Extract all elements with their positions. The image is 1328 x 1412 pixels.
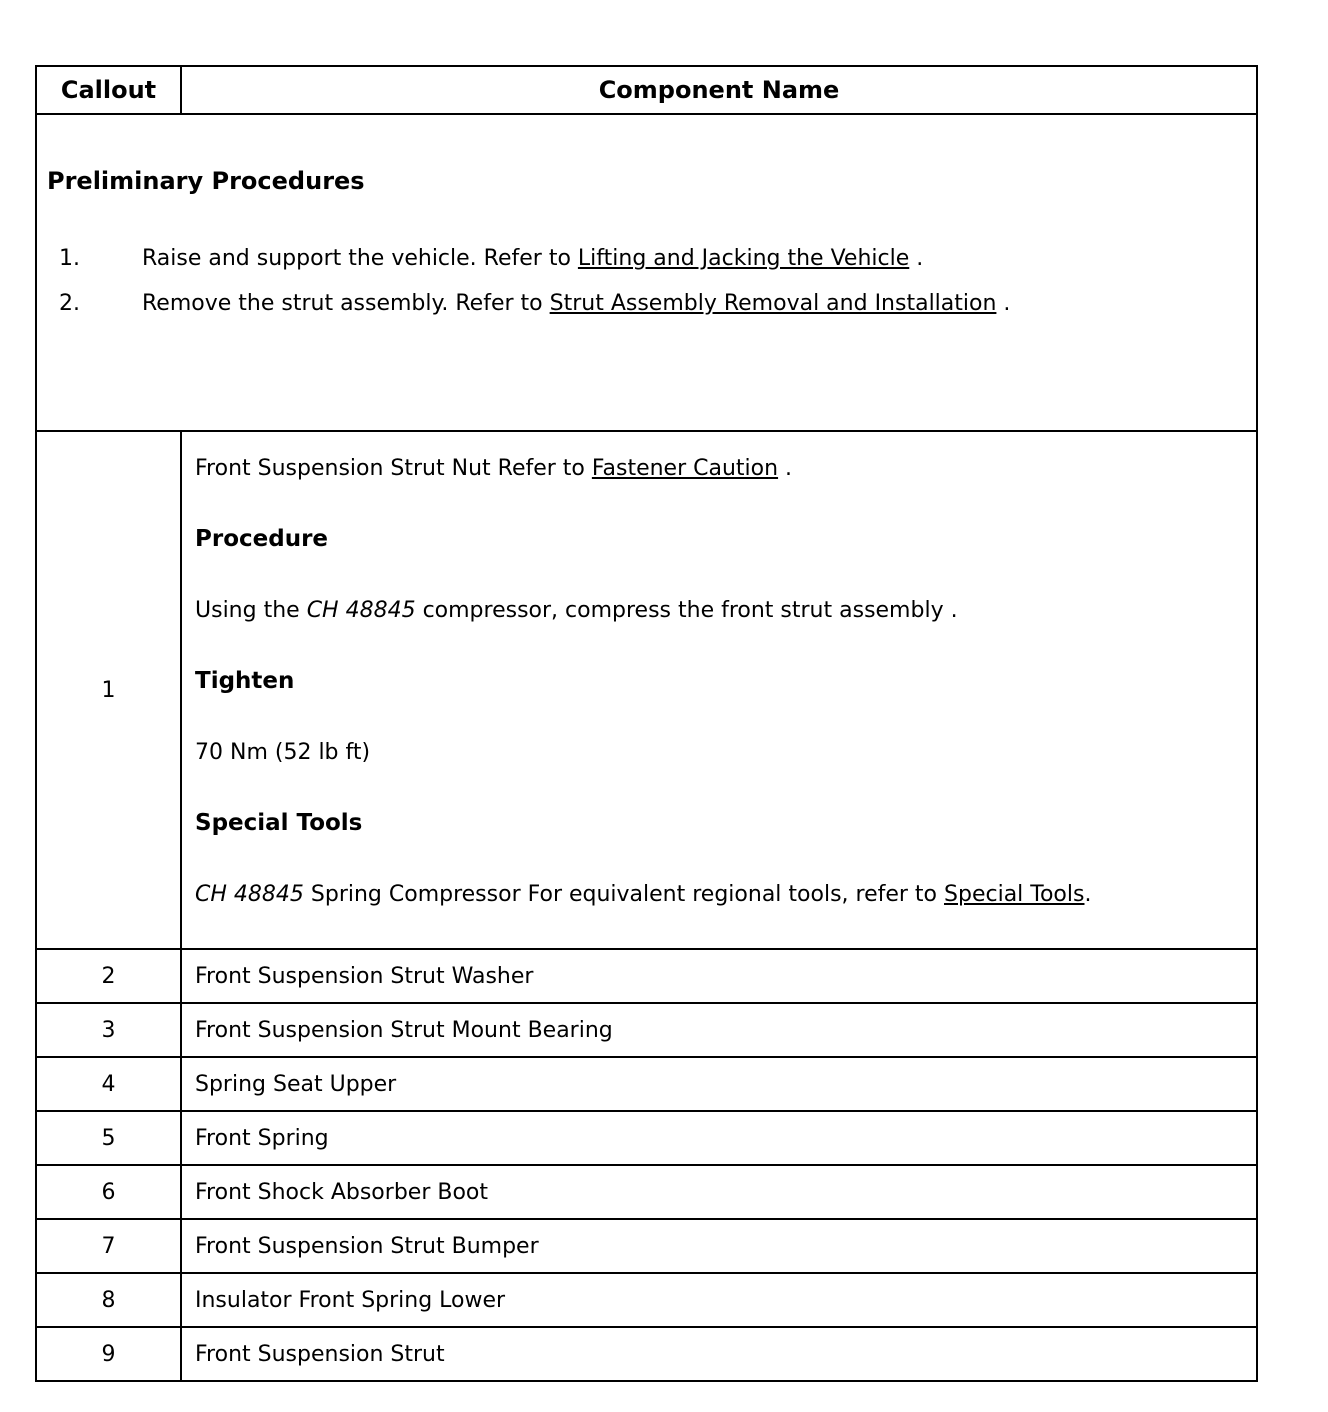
table-row	[36, 949, 1257, 1003]
header-callout: Callout	[36, 66, 181, 114]
table-row	[36, 1003, 1257, 1057]
component-name: Front Suspension Strut Mount Bearing	[181, 1003, 1257, 1057]
fastener-caution-link[interactable]: Fastener Caution	[591, 456, 779, 481]
preliminary-procedures-title: Preliminary Procedures	[47, 167, 365, 195]
tighten-heading: Tighten	[195, 668, 295, 694]
table-row	[36, 1111, 1257, 1165]
component-name: Front Suspension Strut Bumper	[181, 1219, 1257, 1273]
component-table	[35, 65, 1258, 1382]
component-name: Front Spring	[181, 1111, 1257, 1165]
text-segment: .	[778, 456, 793, 481]
torque-spec	[195, 736, 1211, 769]
text-segment: Raise and support the vehicle. Refer to	[142, 246, 578, 271]
component-name: Front Suspension Strut Washer	[181, 949, 1257, 1003]
table-row	[36, 1327, 1257, 1381]
callout-number: 5	[36, 1111, 181, 1165]
callout-number: 3	[36, 1003, 181, 1057]
table-header-row	[36, 66, 1257, 114]
component-name: Front Suspension Strut	[181, 1327, 1257, 1381]
component-name: Front Shock Absorber Boot	[181, 1165, 1257, 1219]
preliminary-procedures-cell	[36, 114, 1257, 431]
step-text	[142, 242, 1216, 275]
text-segment: CH 48845	[306, 598, 416, 623]
header-component-name: Component Name	[181, 66, 1257, 114]
callout-number: 7	[36, 1219, 181, 1273]
table-row	[36, 1219, 1257, 1273]
table-row	[36, 1165, 1257, 1219]
procedure-heading: Procedure	[195, 526, 329, 552]
special-tools-link[interactable]: Special Tools	[944, 882, 1085, 907]
preliminary-step	[47, 287, 1216, 320]
strut-assembly-removal-and-installation-link[interactable]: Strut Assembly Removal and Installation	[549, 291, 997, 316]
table-row	[36, 1273, 1257, 1327]
preliminary-step	[47, 242, 1216, 275]
callout-number: 8	[36, 1273, 181, 1327]
callout-number: 9	[36, 1327, 181, 1381]
text-segment: compressor, compress the front strut assembly .	[415, 598, 958, 623]
callout-1-row	[36, 431, 1257, 949]
text-segment: Front Suspension Strut Nut Refer to	[195, 456, 592, 481]
special-tools-heading: Special Tools	[195, 810, 363, 836]
step-number: 1.	[59, 246, 80, 271]
text-segment: Remove the strut assembly. Refer to	[142, 291, 550, 316]
component-paragraph	[195, 452, 1211, 485]
text-segment: Spring Compressor For equivalent regional tools, refer to	[303, 882, 945, 907]
text-segment: CH 48845	[195, 882, 304, 907]
callout-number: 2	[36, 949, 181, 1003]
component-name: Insulator Front Spring Lower	[181, 1273, 1257, 1327]
table-row	[36, 1057, 1257, 1111]
text-segment: Using the	[195, 598, 307, 623]
step-number: 2.	[59, 291, 80, 316]
callout-number: 6	[36, 1165, 181, 1219]
component-paragraph	[195, 878, 1211, 911]
text-segment: .	[1084, 882, 1092, 907]
text-segment: .	[996, 291, 1011, 316]
lifting-and-jacking-the-vehicle-link[interactable]: Lifting and Jacking the Vehicle	[577, 246, 910, 271]
callout-number: 1	[36, 431, 181, 949]
component-name: Spring Seat Upper	[181, 1057, 1257, 1111]
component-paragraph	[195, 594, 1211, 627]
step-text	[142, 287, 1216, 320]
callout-number: 4	[36, 1057, 181, 1111]
text-segment: 70 Nm (52 lb ft)	[195, 740, 371, 765]
preliminary-procedures-row	[36, 114, 1257, 431]
component-detail-cell	[181, 431, 1257, 949]
text-segment: .	[909, 246, 924, 271]
